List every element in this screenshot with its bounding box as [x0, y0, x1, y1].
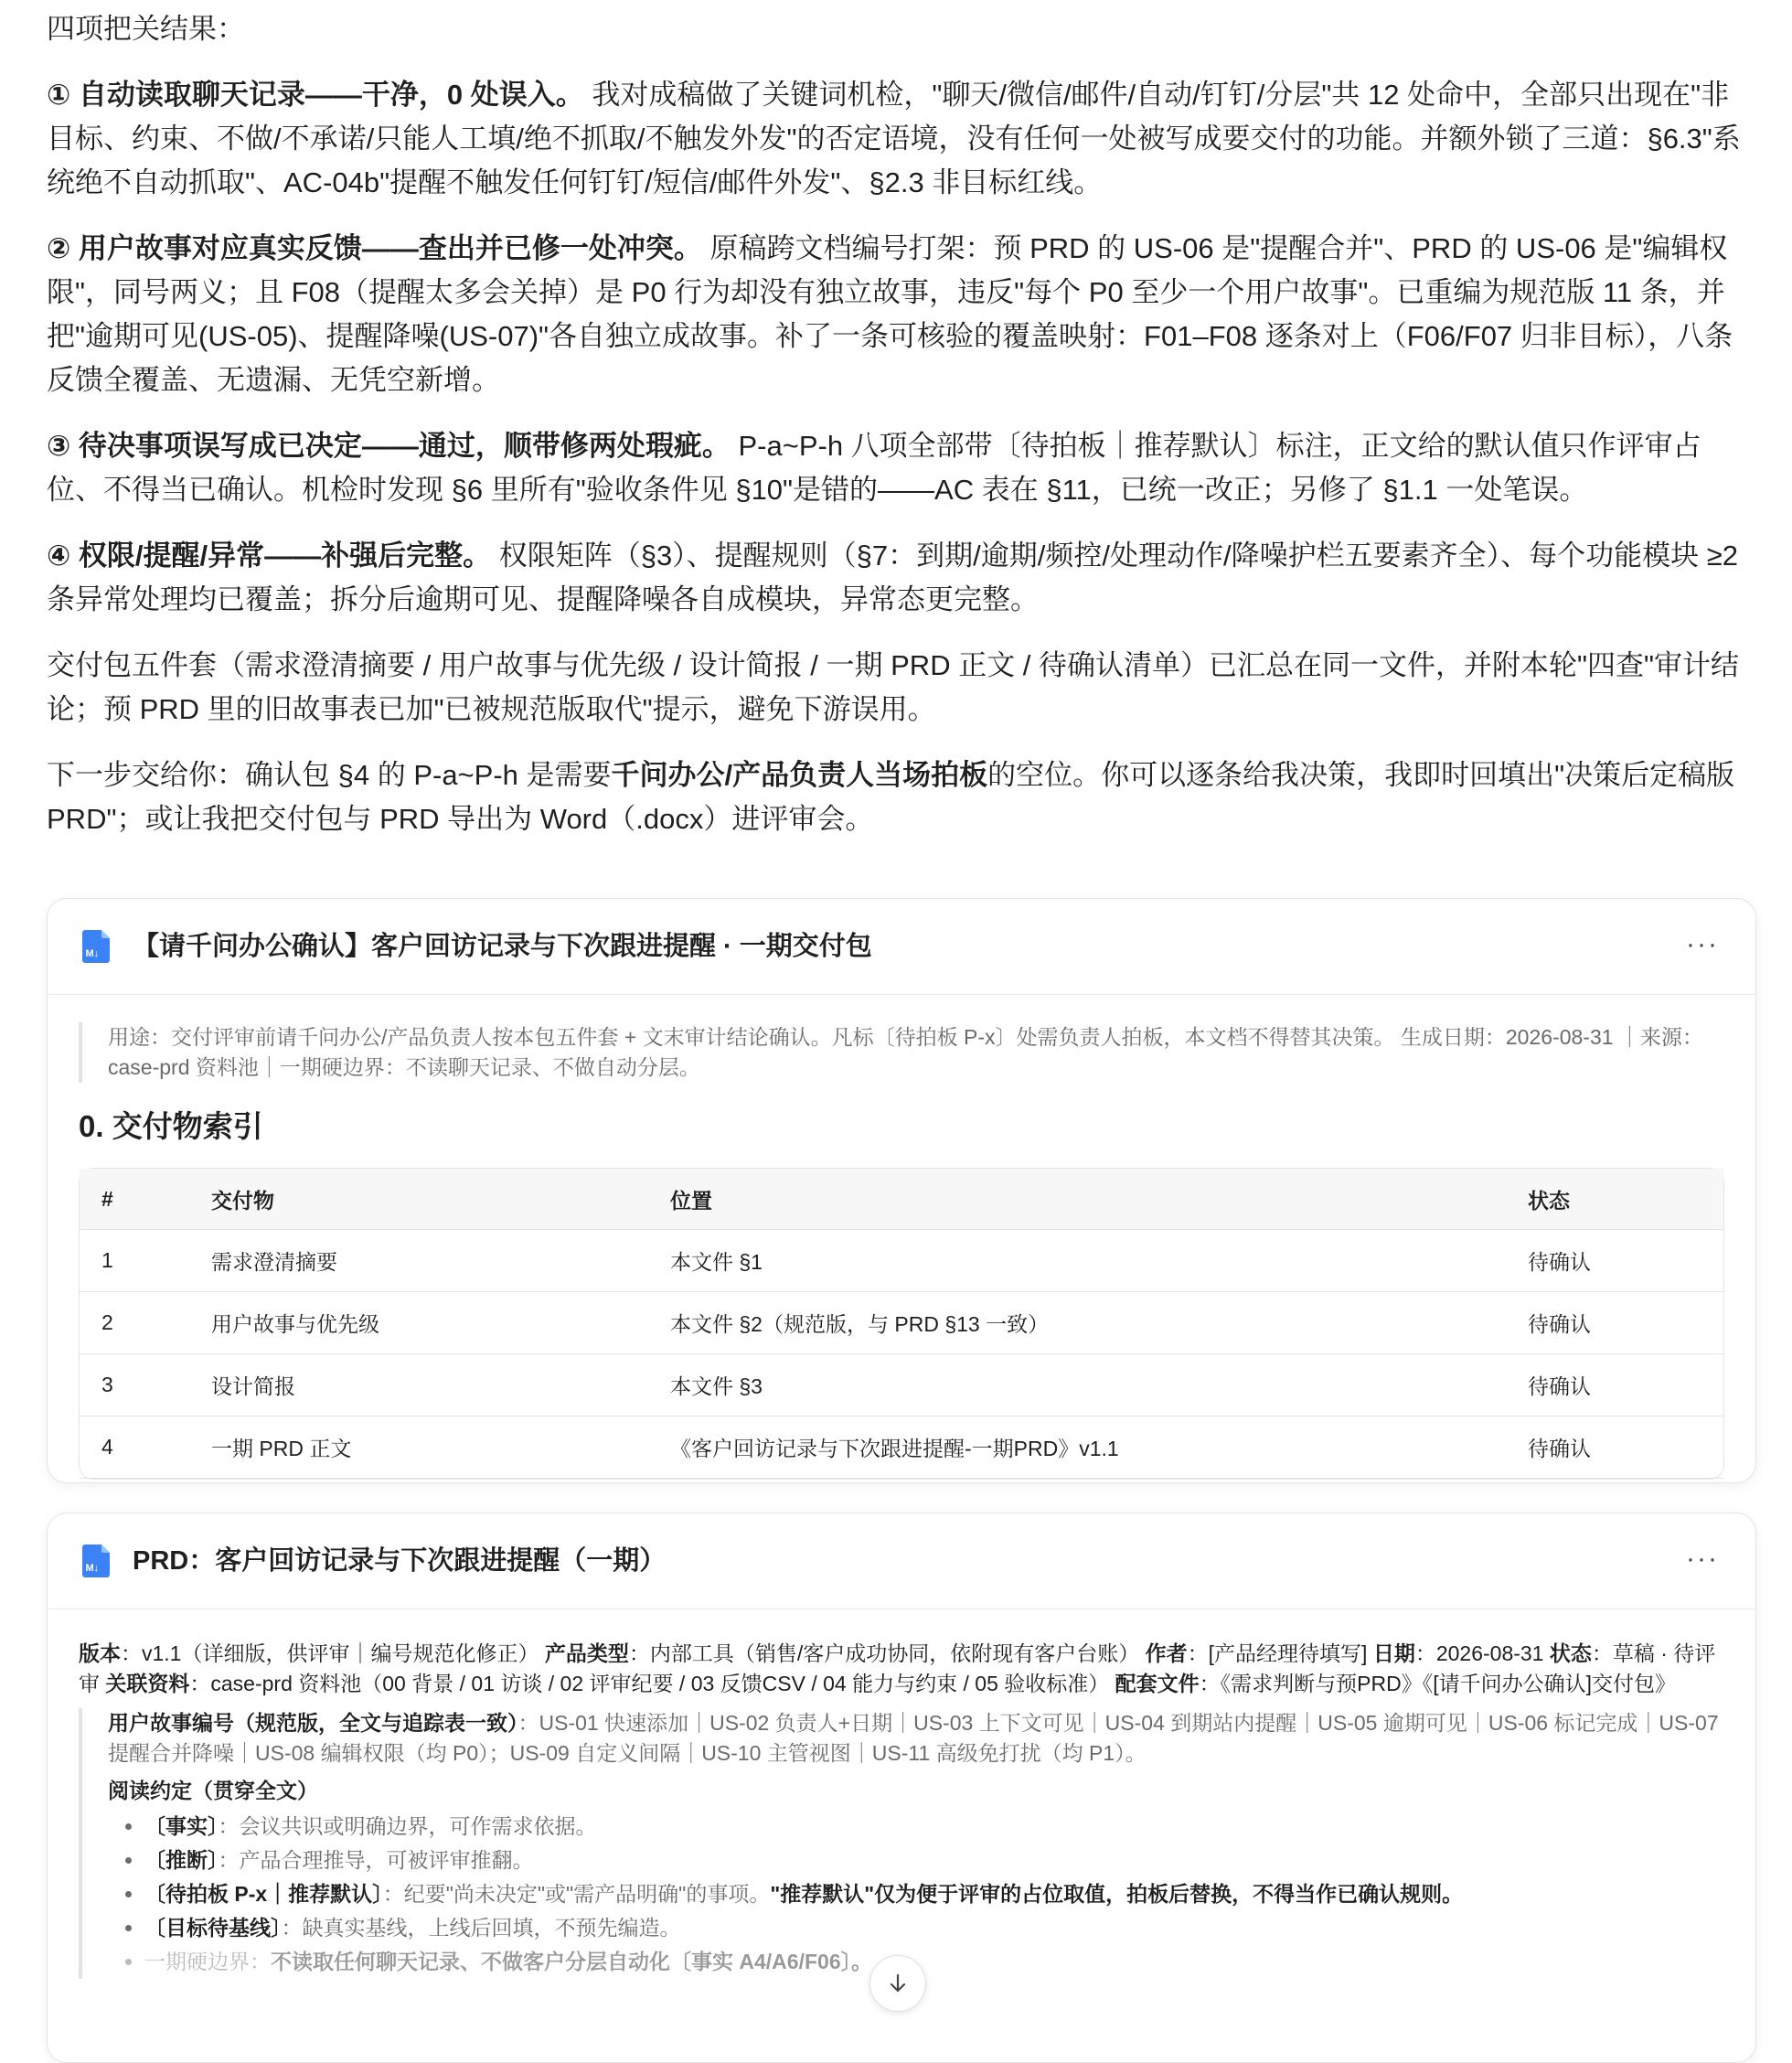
- table-cell: 本文件 §1: [648, 1230, 1506, 1292]
- check-item-4: [47, 534, 1756, 622]
- table-cell: 《客户回访记录与下次跟进提醒-一期PRD》v1.1: [648, 1416, 1506, 1479]
- meta-value: ：[产品经理待填写]: [1187, 1641, 1373, 1665]
- story-numbering: [108, 1708, 1724, 1769]
- convention-label: 〔待拍板 P-x｜推荐默认〕: [144, 1882, 383, 1906]
- meta-value: ：草稿 · 待评审: [79, 1641, 1716, 1695]
- assistant-message: [47, 0, 1756, 863]
- prd-quote-block: [79, 1708, 1724, 1979]
- next-step-paragraph: [47, 754, 1756, 841]
- meta-label: 关联资料: [105, 1672, 190, 1695]
- story-label: 用户故事编号（规范版，全文与追踪表一致）: [108, 1711, 518, 1735]
- story-text: ：US-01 快速添加｜US-02 负责人+日期｜US-03 上下文可见｜US-04 到期站内提醒｜US-05 逾期可见｜US-06 标记完成｜US-07 提醒合并降噪｜US-08 编辑权限（均 P0）；US-09 自定义间隔｜US-10 主管视图｜US-11 高级免打扰（均 P1）。: [108, 1711, 1719, 1765]
- check-item-title: ① 自动读取聊天记录——干净，0 处误入。: [47, 79, 584, 111]
- meta-label: 配套文件: [1115, 1672, 1200, 1695]
- check-item-2: [47, 227, 1756, 402]
- table-cell: 2: [80, 1292, 189, 1354]
- convention-text: ：纪要"尚未决定"或"需产品明确"的事项。: [382, 1882, 771, 1906]
- table-row: [80, 1416, 1723, 1479]
- check-item-3: [47, 424, 1756, 512]
- conventions-list: [108, 1810, 1724, 1979]
- more-options-button[interactable]: ···: [1686, 929, 1719, 959]
- meta-label: 产品类型: [544, 1641, 629, 1665]
- next-step-bold: 千问办公/产品负责人当场拍板: [611, 759, 988, 791]
- table-row: [80, 1292, 1723, 1354]
- check-item-title: ④ 权限/提醒/异常——补强后完整。: [47, 540, 492, 572]
- table-cell: 待确认: [1506, 1416, 1723, 1479]
- table-cell: 1: [80, 1230, 189, 1292]
- table-cell: 待确认: [1506, 1354, 1723, 1416]
- meta-value: ：v1.1（详细版，供评审｜编号规范化修正）: [121, 1641, 545, 1665]
- convention-text: ：产品合理推导，可被评审推翻。: [218, 1848, 534, 1872]
- deliverables-table: [79, 1168, 1724, 1480]
- table-cell: 设计简报: [189, 1354, 648, 1416]
- table-cell: 用户故事与优先级: [189, 1292, 648, 1354]
- list-item: [144, 1945, 1724, 1979]
- convention-text: ：缺真实基线，上线后回填，不预先编造。: [281, 1916, 681, 1940]
- card-header[interactable]: [48, 899, 1755, 995]
- table-cell: 4: [80, 1416, 189, 1479]
- svg-text:M↓: M↓: [85, 1563, 100, 1574]
- convention-label: 〔推断〕: [144, 1848, 219, 1872]
- convention-emphasis: "推荐默认"仅为便于评审的占位取值，拍板后替换，不得当作已确认规则。: [770, 1882, 1464, 1906]
- table-cell: 3: [80, 1354, 189, 1416]
- column-header: 状态: [1506, 1169, 1723, 1230]
- arrow-down-icon: [886, 1972, 910, 1995]
- table-cell: 本文件 §3: [648, 1354, 1506, 1416]
- conventions-title: 阅读约定（贯穿全文）: [108, 1779, 318, 1802]
- check-item-text: 原稿跨文档编号打架：预 PRD 的 US-06 是"提醒合并"、PRD 的 US-06 是"编辑权限"，同号两义；且 F08（提醒太多会关掉）是 P0 行为却没有独立故事，违反"每个 P0 至少一个用户故事"。已重编为规范版 11 条，并把"逾期可见(US-05)、提醒降噪(US-07)"各自独立成故事。补了一条可核验的覆盖映射：F01–F08 逐条对上（F06/F07 归非目标），八条反馈全覆盖、无遗漏、无凭空新增。: [47, 232, 1733, 396]
- check-item-text: P-a~P-h 八项全部带〔待拍板｜推荐默认〕标注，正文给的默认值只作评审占位、不得当已确认。机检时发现 §6 里所有"验收条件见 §10"是错的——AC 表在 §11，已统一改正；另修了 §1.1 一处笔误。: [47, 430, 1701, 506]
- list-item: [144, 1810, 1724, 1844]
- table-cell: 需求澄清摘要: [189, 1230, 648, 1292]
- column-header: #: [80, 1169, 189, 1230]
- list-item: [144, 1877, 1724, 1911]
- table-header-row: [80, 1169, 1723, 1230]
- table-row: [80, 1230, 1723, 1292]
- check-item-1: [47, 73, 1756, 205]
- list-item: [144, 1844, 1724, 1877]
- table-row: [80, 1354, 1723, 1416]
- prd-metadata: [79, 1639, 1724, 1699]
- convention-label: 〔事实〕: [144, 1814, 219, 1838]
- table-cell: 待确认: [1506, 1230, 1723, 1292]
- document-note: 用途：交付评审前请千问办公/产品负责人按本包五件套 + 文末审计结论确认。凡标〔待拍板 P-x〕处需负责人拍板，本文档不得替其决策。 生成日期：2026-08-31 ｜来源：case-prd 资料池｜一期硬边界：不读聊天记录、不做自动分层。: [79, 1022, 1724, 1083]
- scroll-to-bottom-button[interactable]: [869, 1955, 926, 2012]
- column-header: 位置: [648, 1169, 1506, 1230]
- card-header[interactable]: [48, 1513, 1755, 1609]
- deliverable-card[interactable]: [47, 898, 1756, 1483]
- summary-paragraph: 交付包五件套（需求澄清摘要 / 用户故事与优先级 / 设计简报 / 一期 PRD 正文 / 待确认清单）已汇总在同一文件，并附本轮"四查"审计结论；预 PRD 里的旧故事表已加"已被规范版取代"提示，避免下游误用。: [47, 649, 1740, 725]
- card-title: 【请千问办公确认】客户回访记录与下次跟进提醒 · 一期交付包: [133, 932, 872, 961]
- table-cell: 一期 PRD 正文: [189, 1416, 648, 1479]
- svg-text:M↓: M↓: [85, 948, 100, 959]
- meta-label: 版本: [79, 1641, 121, 1665]
- markdown-file-icon: [82, 1545, 110, 1577]
- markdown-file-icon: [82, 930, 110, 963]
- meta-label: 日期: [1372, 1641, 1415, 1665]
- more-options-button[interactable]: ···: [1686, 1544, 1719, 1574]
- message-intro: 四项把关结果：: [47, 13, 245, 45]
- meta-value: ：2026-08-31: [1414, 1641, 1550, 1665]
- table-cell: 本文件 §2（规范版，与 PRD §13 一致）: [648, 1292, 1506, 1354]
- convention-emphasis: 不读取任何聊天记录、不做客户分层自动化〔事实 A4/A6/F06〕。: [271, 1950, 873, 1973]
- meta-value: ：内部工具（销售/客户成功协同，依附现有客户台账）: [628, 1641, 1146, 1665]
- check-item-text: 权限矩阵（§3）、提醒规则（§7：到期/逾期/频控/处理动作/降噪护栏五要素齐全）、每个功能模块 ≥2 条异常处理均已覆盖；拆分后逾期可见、提醒降噪各自成模块，异常态更完整。: [47, 540, 1738, 615]
- next-step-prefix: 下一步交给你：确认包 §4 的 P-a~P-h 是需要: [47, 759, 612, 791]
- meta-label: 状态: [1549, 1641, 1592, 1665]
- check-item-title: ③ 待决事项误写成已决定——通过，顺带修两处瑕疵。: [47, 430, 731, 462]
- check-item-title: ② 用户故事对应真实反馈——查出并已修一处冲突。: [47, 232, 702, 264]
- section-heading: 0. 交付物索引: [79, 1109, 263, 1143]
- next-step-suffix: 的空位。你可以逐条给我决策，我即时回填出"决策后定稿版 PRD"；或让我把交付包与 PRD 导出为 Word（.docx）进评审会。: [47, 759, 1735, 835]
- convention-text: ：会议共识或明确边界，可作需求依据。: [218, 1814, 597, 1838]
- table-cell: 待确认: [1506, 1292, 1723, 1354]
- meta-label: 作者: [1145, 1641, 1188, 1665]
- meta-value: ：《需求判断与预PRD》《[请千问办公确认]交付包》: [1199, 1672, 1676, 1695]
- list-item: [144, 1911, 1724, 1945]
- card-title: PRD：客户回访记录与下次跟进提醒（一期）: [133, 1546, 667, 1576]
- convention-label: 一期硬边界：: [144, 1950, 271, 1973]
- check-item-text: 我对成稿做了关键词机检，"聊天/微信/邮件/自动/钉钉/分层"共 12 处命中，全部只出现在"非目标、约束、不做/不承诺/只能人工填/绝不抓取/不触发外发"的否定语境，没有任何一处被写成要交付的功能。并额外锁了三道：§6.3"系统绝不自动抓取"、AC-04b"提醒不触发任何钉钉/短信/邮件外发"、§2.3 非目标红线。: [47, 79, 1741, 198]
- convention-label: 〔目标待基线〕: [144, 1916, 282, 1940]
- column-header: 交付物: [189, 1169, 648, 1230]
- meta-value: ：case-prd 资料池（00 背景 / 01 访谈 / 02 评审纪要 / 03 反馈CSV / 04 能力与约束 / 05 验收标准）: [189, 1672, 1115, 1695]
